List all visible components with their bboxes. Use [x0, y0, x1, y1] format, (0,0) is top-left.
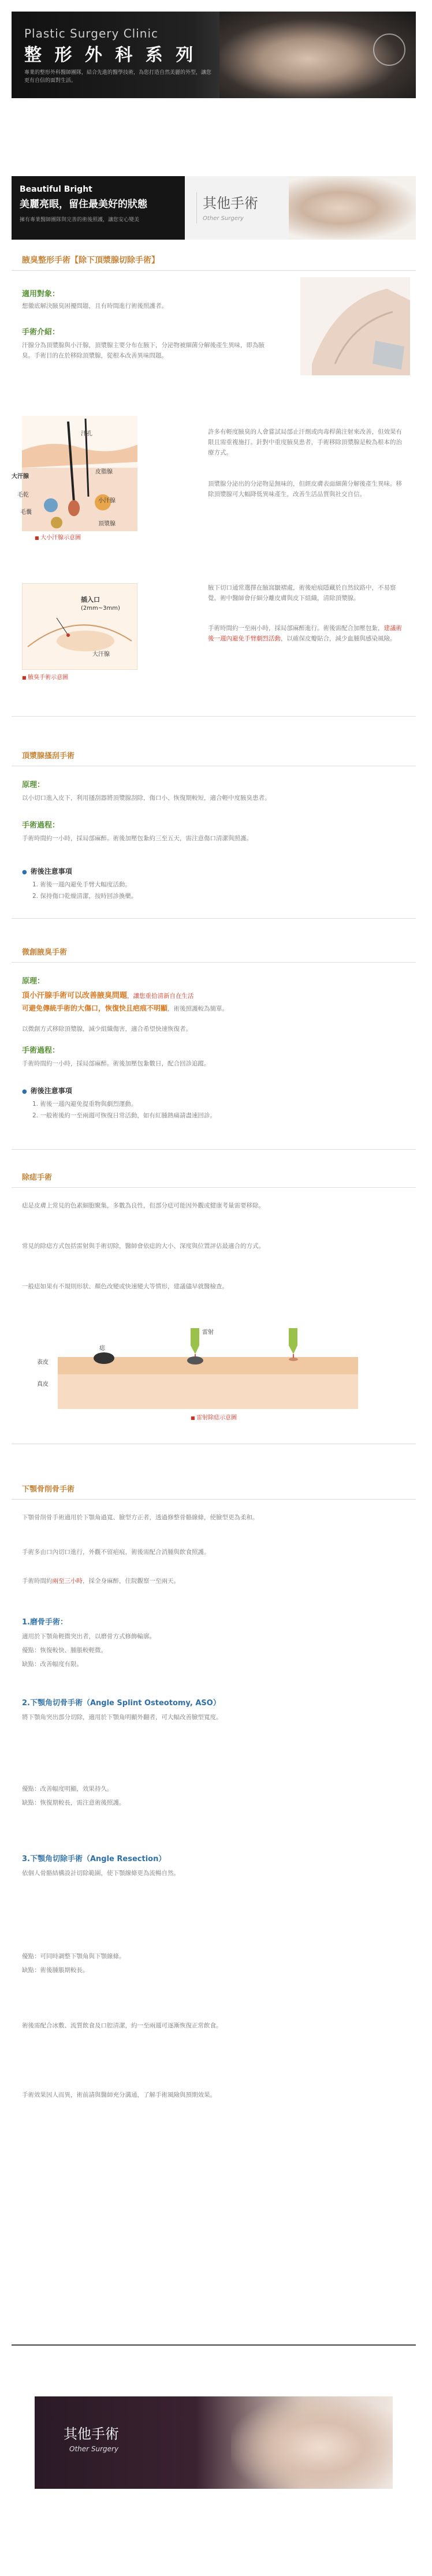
sec1-heading-intro: 手術介紹：	[22, 328, 60, 337]
divider	[12, 270, 416, 271]
footer-face-image	[231, 2396, 393, 2489]
sub-banner-line2: 美麗亮眼，留住最美好的狀態	[20, 199, 147, 211]
sec5-method2-desc: 將下顎角突出部分切除，適用於下顎角明顯外翻者，可大幅改善臉型寬度。	[22, 1714, 222, 1721]
other-surgery-label-en: Other Surgery	[203, 215, 244, 222]
sec4-title: 除痣手術	[22, 1173, 53, 1182]
sub-banner-line3: 擁有專業醫師團隊與完善的術後照護，讓您安心變美	[20, 217, 140, 223]
sec2-heading-process: 手術過程：	[22, 821, 60, 830]
sec5-method2-title: 2.下顎角切骨手術（Angle Splint Osteotomy, ASO）	[22, 1699, 221, 1708]
sec5-para3-pre: 手術時間約	[22, 1578, 53, 1585]
sec3-heading-principle: 原理：	[22, 977, 45, 986]
sec3-process-text: 手術時間約一小時，採局部麻醉。術後加壓包紮數日，配合回診追蹤。	[22, 1060, 210, 1067]
sec3-principle-text: 以微創方式移除頂漿腺，減少組織傷害，適合希望快速恢復者。	[22, 1026, 192, 1032]
fig2-label-entry: 插入口	[81, 596, 100, 603]
fig2-caption: ■ 腋臭手術示意圖	[22, 673, 68, 683]
sec1-target-text: 想徹底解決腋臭困擾問題，且有時間進行術後照護者。	[22, 303, 167, 310]
sec2-note-2: 2. 保持傷口乾燥清潔，按時回診換藥。	[32, 893, 137, 900]
sec4-para2: 常見的除痣方式包括雷射與手術切除，醫師會依痣的大小、深度與位置評估最適合的方式。	[22, 1243, 265, 1250]
divider	[12, 716, 416, 717]
incision-diagram	[22, 583, 137, 670]
sec5-method3-con: 缺點：術後腫脹期較長。	[22, 1967, 89, 1974]
footer-divider	[12, 2344, 416, 2346]
laser-label-mole: 痣	[99, 1345, 105, 1352]
fig1-label-apocrine-gland: 頂漿腺	[98, 521, 116, 527]
divider	[12, 918, 416, 919]
sec5-para3-post: ，採全身麻醉，住院觀察一至兩天。	[83, 1578, 180, 1585]
banner-subtitle: 專業的整形外科醫師團隊，結合先進的醫學技術，為您打造自然美麗的外型，讓您更有自信的面對生活。	[24, 70, 212, 84]
laser-label-laser: 雷射	[202, 1329, 214, 1336]
sec3-hl2: ，讓您重拾清新自在生活	[127, 993, 194, 1000]
other-surgery-label: 其他手術	[203, 195, 258, 211]
sub-banner-face-image	[289, 176, 416, 240]
sec5-method3-desc: 依個人骨骼結構設計切除範圍，使下顎線條更為流暢自然。	[22, 1870, 180, 1877]
fig1-label-pore: 汗孔	[81, 431, 92, 437]
laser-label-epidermis: 表皮	[37, 1359, 49, 1366]
sec1-para6	[208, 624, 404, 644]
sec5-method3-pro: 優點：可同時調整下顎角與下顎線條。	[22, 1953, 125, 1960]
header-banner	[12, 12, 416, 98]
sec2-title: 頂漿腺搔刮手術	[22, 752, 75, 761]
sec2-note-1: 1. 術後一週內避免手臂大幅度活動。	[32, 881, 131, 888]
sec5-para3	[22, 1576, 403, 1587]
sec2-note-title: ● 術後注意事項	[22, 866, 72, 877]
fig1-label-apocrine: 大汗腺	[12, 474, 29, 480]
sec3-highlight-block	[22, 990, 403, 1015]
laser-label-dermis: 真皮	[37, 1381, 49, 1388]
sec5-para3-highlight: 兩至三小時	[52, 1578, 83, 1585]
divider	[12, 1187, 416, 1188]
sec1-para5: 腋下切口通常選擇在腋窩皺褶處，術後疤痕隱藏於自然紋路中，不易察覺。術中醫師會仔細分離皮膚與皮下組織，清除頂漿腺。	[208, 584, 396, 602]
sec1-para6-pre: 手術時間約一至兩小時，採局部麻醉進行。術後需配合加壓包紮，	[208, 625, 384, 632]
fig2-label-gland: 大汗腺	[92, 651, 110, 658]
laser-caption: ■ 雷射除痣示意圖	[191, 1414, 237, 1423]
armpit-photo	[300, 277, 410, 375]
footer-title: 其他手術	[64, 2426, 119, 2442]
sec3-hl4: ，術後照護較為簡單。	[167, 1005, 229, 1013]
sec5-method2-pro: 優點：改善幅度明顯，效果持久。	[22, 1785, 113, 1792]
sec5-method2-con: 缺點：恢復期較長，需注意術後照護。	[22, 1799, 125, 1806]
sec5-para4: 術後需配合冰敷、流質飲食及口腔清潔，約一至兩週可逐漸恢復正常飲食。	[22, 2022, 222, 2029]
sec3-note-2: 2. 一般術後約一至兩週可恢復日常活動，如有紅腫熱痛請盡速回診。	[32, 1112, 216, 1119]
divider	[12, 1149, 416, 1150]
footer-subtitle: Other Surgery	[69, 2445, 119, 2453]
sec1-intro-text: 汗腺分為頂漿腺與小汗腺，頂漿腺主要分布在腋下，分泌物被細菌分解後產生異味，即為腋臭。手術目的在於移除頂漿腺，從根本改善異味問題。	[22, 342, 265, 359]
sec5-method1-desc: 適用於下顎角輕微突出者，以磨骨方式修飾輪廓。	[22, 1633, 155, 1640]
sec3-heading-process: 手術過程：	[22, 1046, 60, 1055]
sec3-note-title: ● 術後注意事項	[22, 1086, 72, 1097]
sec1-para4: 頂漿腺分泌出的分泌物是無味的，但經皮膚表面細菌分解後產生異味。移除頂漿腺可大幅降低異味產生，改善生活品質與社交自信。	[208, 480, 402, 498]
swirl-ornament-icon	[373, 33, 405, 66]
sec1-para6-post: ，以確保皮瓣貼合，減少血腫與感染風險。	[281, 635, 396, 642]
banner-title-cn: 整 形 外 科 系 列	[24, 45, 197, 65]
sec1-para3: 許多有輕度腋臭的人會嘗試局部止汗劑或肉毒桿菌注射來改善，但效果有限且需重複施打。針對中重度腋臭患者，手術移除頂漿腺是較為根本的治療方式。	[208, 428, 402, 456]
sec5-para1: 下顎骨削骨手術適用於下顎角過寬、臉型方正者，透過修整骨骼線條，使臉型更為柔和。	[22, 1514, 259, 1521]
sec5-method1-title: 1.磨骨手術：	[22, 1618, 68, 1627]
sec5-method1-pro: 優點：恢復較快、腫脹較輕微。	[22, 1647, 107, 1654]
banner-title-en: Plastic Surgery Clinic	[24, 27, 159, 40]
fig1-label-hair-shaft: 毛乾	[17, 492, 29, 498]
fig1-label-eccrine: 小汗腺	[98, 498, 116, 504]
sec3-note-1: 1. 術後一週內避免提重物與劇烈運動。	[32, 1101, 137, 1108]
page-title: 腋臭整形手術【除下頂漿腺切除手術】	[22, 256, 159, 265]
sec5-para5: 手術效果因人而異，術前請與醫師充分溝通，了解手術風險與預期效果。	[22, 2092, 216, 2098]
sec3-title: 微創腋臭手術	[22, 948, 68, 957]
sec5-para2: 手術多由口內切口進行，外觀不留疤痕，術後需配合消腫與飲食照護。	[22, 1549, 210, 1556]
fig2-label-size: (2mm~3mm)	[81, 605, 120, 612]
fig1-label-follicle: 毛囊	[20, 509, 32, 516]
fig1-caption: ■ 大小汗腺示意圖	[35, 534, 81, 543]
other-surgery-link[interactable]	[196, 192, 258, 223]
sec4-para1: 痣是皮膚上常見的色素細胞聚集，多數為良性，但部分痣可能因外觀或健康考量需要移除。	[22, 1202, 265, 1209]
sec5-method1-con: 缺點：改善幅度有限。	[22, 1661, 83, 1668]
sec4-para3: 一般痣如果有不規則形狀、顏色改變或快速變大等情形，建議儘早就醫檢查。	[22, 1283, 228, 1290]
sub-banner[interactable]	[12, 176, 416, 240]
divider	[12, 1499, 416, 1500]
sec1-para6-highlight: 建議術後一週內避免手臂劇烈活動	[208, 625, 402, 642]
sec5-title: 下顎骨削骨手術	[22, 1485, 75, 1494]
sweat-gland-diagram	[22, 416, 137, 531]
sec3-hl1: 頂小汗腺手術可以改善腋臭問題	[22, 991, 128, 1000]
sub-banner-line1: Beautiful Bright	[20, 185, 92, 194]
sub-banner-text-block	[12, 176, 185, 240]
footer-banner[interactable]	[35, 2396, 393, 2489]
fig1-label-sebaceous: 皮脂腺	[95, 469, 113, 475]
sec1-heading-target: 適用對象：	[22, 290, 60, 299]
sec2-heading-principle: 原理：	[22, 781, 45, 789]
sec2-principle-text: 以小切口進入皮下，利用搔刮器將頂漿腺刮除，傷口小、恢復期較短，適合輕中度腋臭患者。	[22, 795, 271, 801]
divider	[12, 962, 416, 963]
sec5-method3-title: 3.下顎角切除手術（Angle Resection）	[22, 1855, 166, 1863]
sec2-process-text: 手術時間約一小時，採局部麻醉。術後加壓包紮約三至五天，需注意傷口清潔與照護。	[22, 835, 252, 842]
sec3-hl3: 可避免傳統手術的大傷口，恢復快且疤痕不明顯	[22, 1004, 168, 1013]
